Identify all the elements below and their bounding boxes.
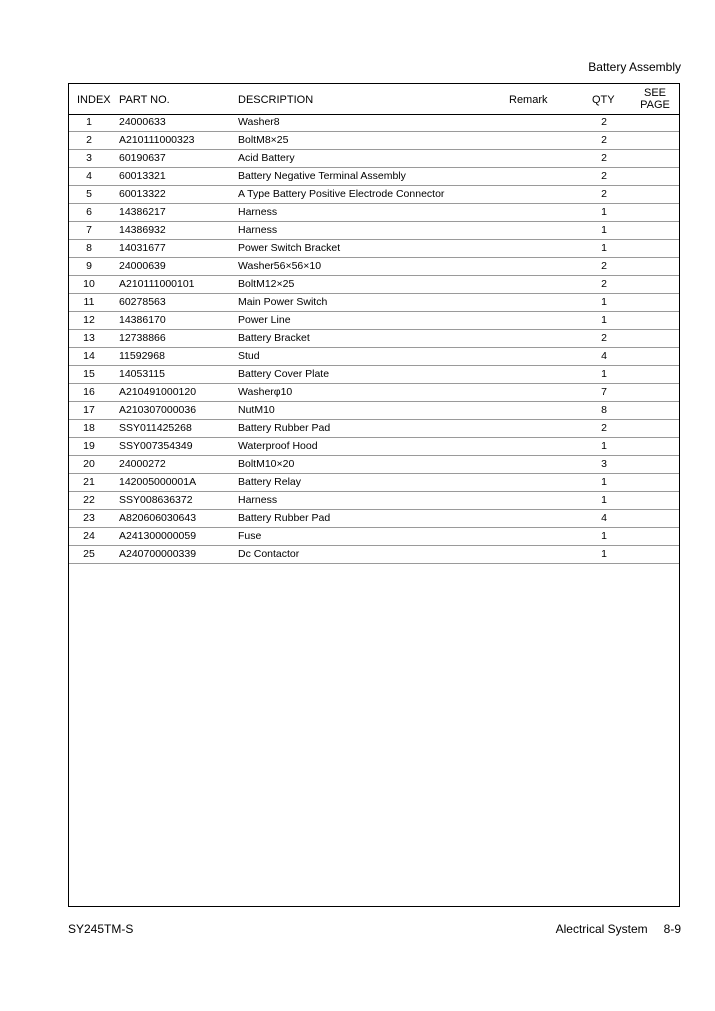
table-row: [69, 510, 679, 528]
cell-part-no: SSY007354349: [119, 440, 193, 452]
cell-part-no: 14031677: [119, 242, 166, 254]
cell-part-no: 14386170: [119, 314, 166, 326]
cell-qty: 2: [601, 260, 607, 272]
cell-index: 14: [83, 350, 95, 362]
cell-index: 17: [83, 404, 95, 416]
cell-description: BoltM10×20: [238, 458, 295, 470]
cell-description: Main Power Switch: [238, 296, 328, 308]
cell-qty: 4: [601, 350, 607, 362]
cell-index: 1: [86, 116, 92, 128]
table-row: [69, 528, 679, 546]
table-row: [69, 438, 679, 456]
cell-index: 24: [83, 530, 95, 542]
column-header-remark: Remark: [509, 94, 548, 106]
table-row: [69, 276, 679, 294]
cell-part-no: A210491000120: [119, 386, 197, 398]
cell-qty: 1: [601, 476, 607, 488]
cell-part-no: 14386932: [119, 224, 166, 236]
cell-description: Power Line: [238, 314, 291, 326]
table-row: [69, 402, 679, 420]
cell-qty: 1: [601, 548, 607, 560]
cell-description: A Type Battery Positive Electrode Connector: [238, 188, 445, 200]
cell-part-no: A210307000036: [119, 404, 197, 416]
cell-description: Harness: [238, 224, 278, 236]
cell-qty: 2: [601, 170, 607, 182]
cell-part-no: 60013321: [119, 170, 166, 182]
cell-part-no: 60013322: [119, 188, 166, 200]
see-page-line-1: SEE: [643, 87, 666, 99]
cell-part-no: 24000633: [119, 116, 166, 128]
cell-qty: 1: [601, 296, 607, 308]
table-row: [69, 150, 679, 168]
cell-qty: 1: [601, 368, 607, 380]
footer-model: SY245TM-S: [68, 922, 134, 936]
table-header: [69, 84, 679, 115]
cell-part-no: SSY011425268: [119, 422, 192, 434]
cell-index: 22: [83, 494, 95, 506]
cell-description: Harness: [238, 494, 278, 506]
cell-index: 6: [86, 206, 92, 218]
cell-part-no: SSY008636372: [119, 494, 193, 506]
cell-description: Power Switch Bracket: [238, 242, 341, 254]
column-header-qty: QTY: [592, 94, 615, 106]
table-row: [69, 294, 679, 312]
cell-description: Washerφ10: [238, 386, 293, 398]
cell-index: 15: [83, 368, 95, 380]
cell-part-no: 24000272: [119, 458, 166, 470]
table-row: [69, 186, 679, 204]
table-row: [69, 132, 679, 150]
cell-qty: 1: [601, 206, 607, 218]
cell-description: Harness: [238, 206, 278, 218]
column-header-description: DESCRIPTION: [238, 94, 314, 106]
cell-qty: 7: [601, 386, 607, 398]
cell-index: 3: [86, 152, 92, 164]
cell-qty: 1: [601, 314, 607, 326]
cell-qty: 1: [601, 530, 607, 542]
cell-description: Battery Relay: [238, 476, 302, 488]
footer-section: Alectrical System: [555, 922, 648, 936]
cell-index: 20: [83, 458, 95, 470]
table-row: [69, 456, 679, 474]
cell-qty: 2: [601, 116, 607, 128]
cell-part-no: 60190637: [119, 152, 166, 164]
column-header-part-no: PART NO.: [119, 94, 170, 106]
page-header-title: Battery Assembly: [588, 60, 681, 74]
table-row: [69, 240, 679, 258]
table-row: [69, 168, 679, 186]
table-row: [69, 348, 679, 366]
table-row: [69, 330, 679, 348]
parts-table: [68, 83, 680, 907]
cell-part-no: 12738866: [119, 332, 166, 344]
cell-part-no: A241300000059: [119, 530, 197, 542]
cell-description: Battery Negative Terminal Assembly: [238, 170, 406, 182]
cell-index: 2: [86, 134, 92, 146]
cell-index: 12: [83, 314, 95, 326]
cell-qty: 2: [601, 422, 607, 434]
cell-description: Battery Rubber Pad: [238, 512, 331, 524]
cell-description: Stud: [238, 350, 260, 362]
cell-part-no: 14386217: [119, 206, 166, 218]
table-row: [69, 474, 679, 492]
table-row: [69, 204, 679, 222]
cell-qty: 2: [601, 134, 607, 146]
cell-index: 4: [86, 170, 92, 182]
cell-qty: 2: [601, 152, 607, 164]
cell-description: Washer56×56×10: [238, 260, 322, 272]
cell-description: NutM10: [238, 404, 275, 416]
cell-qty: 2: [601, 188, 607, 200]
cell-qty: 1: [601, 440, 607, 452]
cell-index: 13: [83, 332, 95, 344]
cell-index: 11: [83, 296, 95, 308]
cell-index: 18: [83, 422, 95, 434]
cell-description: Dc Contactor: [238, 548, 300, 560]
cell-description: Battery Cover Plate: [238, 368, 330, 380]
cell-qty: 8: [601, 404, 607, 416]
table-row: [69, 420, 679, 438]
cell-index: 8: [86, 242, 92, 254]
table-row: [69, 258, 679, 276]
column-header-see-page: [635, 87, 675, 111]
cell-index: 10: [83, 278, 95, 290]
cell-description: Waterproof Hood: [238, 440, 318, 452]
see-page-line-2: PAGE: [640, 99, 670, 111]
cell-part-no: A240700000339: [119, 548, 197, 560]
table-row: [69, 222, 679, 240]
cell-description: Fuse: [238, 530, 262, 542]
table-body: [69, 114, 679, 564]
cell-index: 7: [86, 224, 92, 236]
cell-description: Battery Rubber Pad: [238, 422, 331, 434]
table-row: [69, 366, 679, 384]
cell-index: 21: [83, 476, 95, 488]
cell-index: 5: [86, 188, 92, 200]
cell-qty: 1: [601, 242, 607, 254]
table-row: [69, 492, 679, 510]
cell-description: BoltM8×25: [238, 134, 289, 146]
cell-description: Acid Battery: [238, 152, 295, 164]
cell-part-no: 24000639: [119, 260, 166, 272]
cell-qty: 1: [601, 224, 607, 236]
cell-qty: 1: [601, 494, 607, 506]
cell-part-no: 60278563: [119, 296, 166, 308]
table-row: [69, 384, 679, 402]
cell-part-no: A820606030643: [119, 512, 197, 524]
cell-index: 25: [83, 548, 95, 560]
cell-description: Washer8: [238, 116, 280, 128]
cell-description: BoltM12×25: [238, 278, 295, 290]
cell-index: 9: [86, 260, 92, 272]
cell-index: 23: [83, 512, 95, 524]
table-row: [69, 312, 679, 330]
cell-part-no: 142005000001A: [119, 476, 197, 488]
cell-description: Battery Bracket: [238, 332, 310, 344]
footer-section-page: [556, 922, 681, 936]
cell-qty: 2: [601, 332, 607, 344]
cell-part-no: 11592968: [119, 350, 165, 362]
table-row: [69, 546, 679, 564]
cell-qty: 2: [601, 278, 607, 290]
cell-qty: 3: [601, 458, 607, 470]
cell-index: 19: [83, 440, 95, 452]
cell-part-no: A210111000323: [119, 134, 195, 146]
cell-qty: 4: [601, 512, 607, 524]
footer-page-number: 8-9: [663, 922, 681, 936]
table-row: [69, 114, 679, 132]
column-header-index: INDEX: [77, 94, 111, 106]
cell-part-no: 14053115: [119, 368, 165, 380]
cell-index: 16: [83, 386, 95, 398]
cell-part-no: A210111000101: [119, 278, 195, 290]
